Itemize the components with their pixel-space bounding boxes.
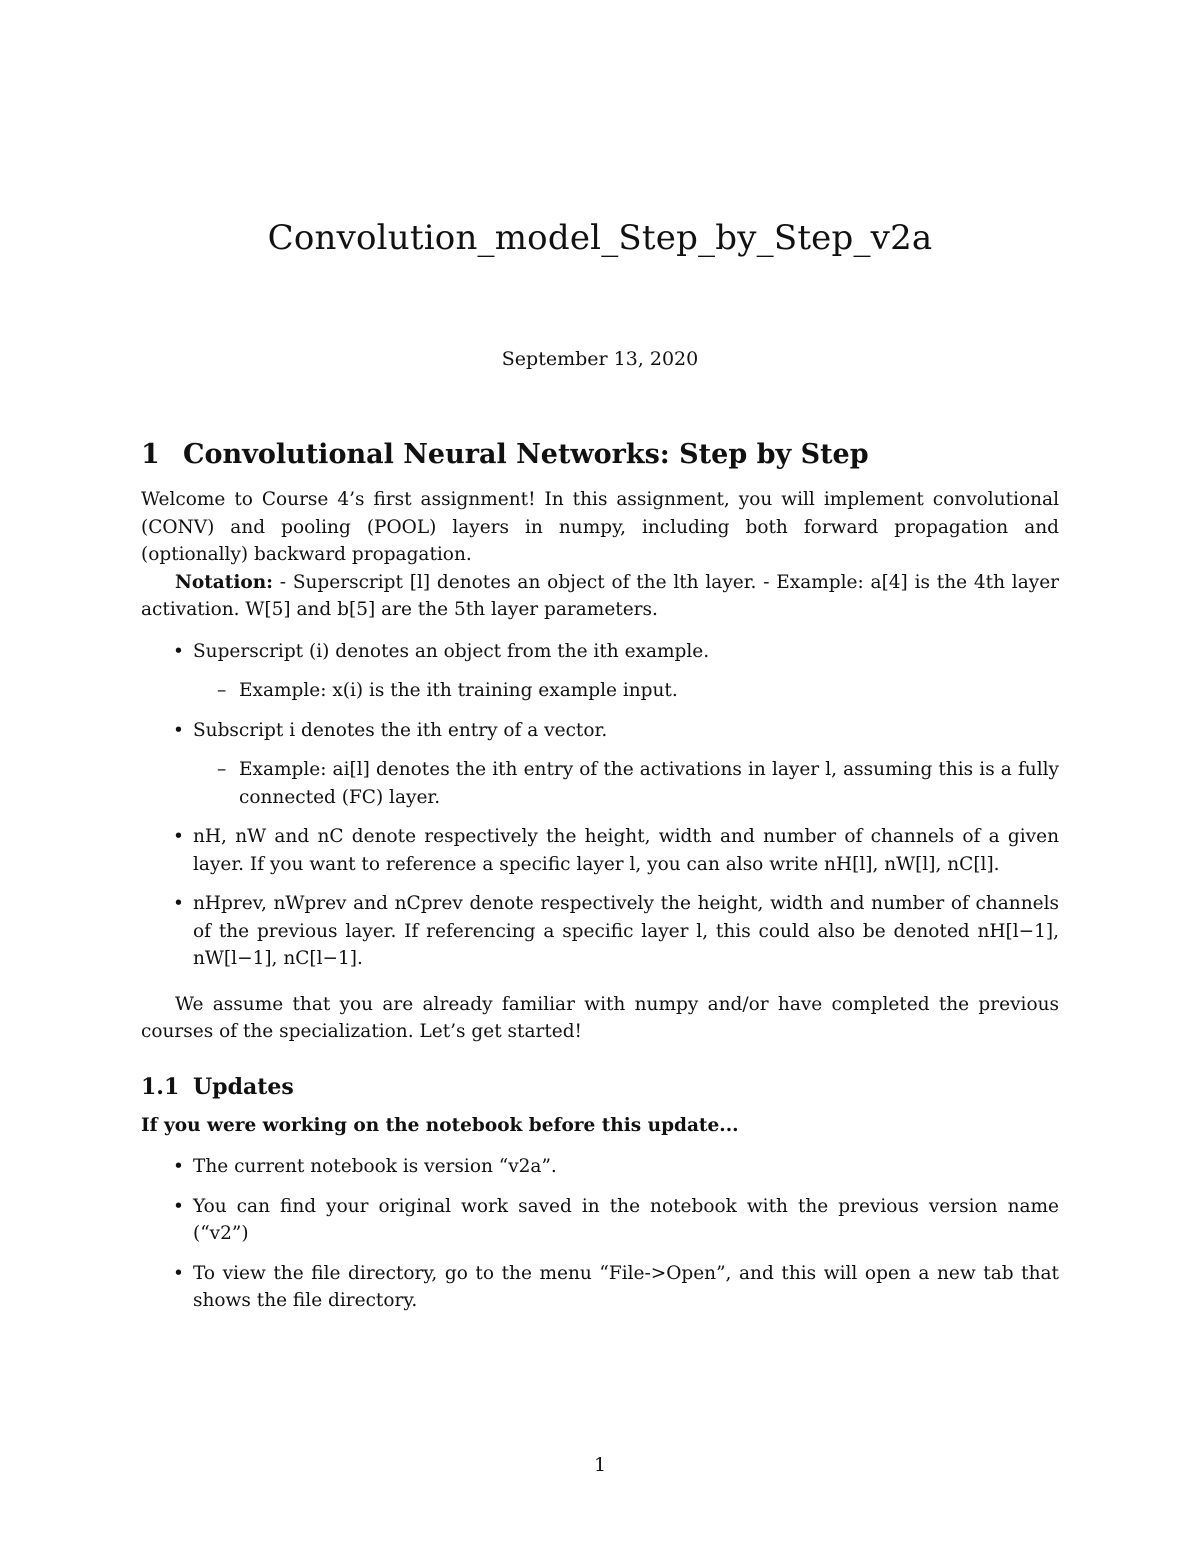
- list-item-text: nHprev, nWprev and nCprev denote respectively the height, width and number of channels of the previous layer. If referencing a specific layer l, this could also be denoted nH[l−1], nW[l−1], nC[l−1].: [193, 893, 1059, 969]
- sub-list: [193, 677, 1059, 705]
- sub-list: [193, 756, 1059, 811]
- section-heading: [141, 438, 1059, 472]
- document-body: [141, 438, 1059, 1327]
- subsection-title: Updates: [193, 1073, 294, 1100]
- sub-list-item: [193, 756, 1059, 811]
- bullet-icon: •: [173, 1195, 184, 1217]
- document-title: Convolution_model_Step_by_Step_v2a: [267, 218, 933, 258]
- updates-list: [141, 1153, 1059, 1315]
- list-item: [141, 638, 1059, 705]
- subsection-number: 1.1: [141, 1073, 180, 1100]
- bullet-icon: •: [173, 893, 184, 914]
- notation-paragraph: [141, 569, 1059, 624]
- list-item-text: To view the file directory, go to the menu “File->Open”, and this will open a new tab that shows the file directory.: [193, 1262, 1059, 1311]
- sub-list-item-text: Example: x(i) is the ith training example input.: [239, 680, 678, 701]
- dash-icon: –: [217, 759, 227, 780]
- list-item-text: You can find your original work saved in the notebook with the previous version name (“v2”): [193, 1195, 1059, 1244]
- bullet-icon: •: [173, 640, 184, 662]
- bullet-icon: •: [173, 826, 184, 847]
- closing-paragraph: We assume that you are already familiar with numpy and/or have completed the previous courses of the specialization. Let’s get started!: [141, 993, 1059, 1042]
- list-item-text: nH, nW and nC denote respectively the height, width and number of channels of a given layer. If you want to reference a specific layer l, you can also write nH[l], nW[l], nC[l].: [193, 826, 1059, 875]
- section-number: 1: [141, 439, 160, 470]
- sub-list-item: [193, 677, 1059, 705]
- list-item-text: Superscript (i) denotes an object from the ith example.: [193, 640, 710, 662]
- list-item: [141, 1153, 1059, 1181]
- list-item: [141, 1260, 1059, 1315]
- list-item: [141, 1193, 1059, 1248]
- notation-list: [141, 638, 1059, 973]
- updates-lead: If you were working on the notebook before this update...: [141, 1114, 739, 1136]
- sub-list-item-text: Example: ai[l] denotes the ith entry of the activations in layer l, assuming this is a fully connected (FC) layer.: [239, 759, 1059, 808]
- subsection-heading: [141, 1072, 1059, 1102]
- bullet-icon: •: [173, 1156, 184, 1177]
- notation-text: - Superscript [l] denotes an object of the lth layer. - Example: a[4] is the 4th layer activation. W[5] and b[5] are the 5th layer parameters.: [141, 571, 1059, 620]
- list-item-text: Subscript i denotes the ith entry of a vector.: [193, 719, 608, 741]
- notation-label: Notation:: [175, 571, 273, 593]
- page-number: 1: [593, 1454, 607, 1476]
- bullet-icon: •: [173, 1262, 184, 1284]
- list-item: [141, 890, 1059, 973]
- list-item: [141, 717, 1059, 812]
- document-date: September 13, 2020: [501, 348, 699, 370]
- intro-paragraph: Welcome to Course 4’s first assignment! In this assignment, you will implement convolutional (CONV) and pooling (POOL) layers in numpy, including both forward propagation and (optionally) backward propagation.: [141, 489, 1059, 565]
- section-title: Convolutional Neural Networks: Step by Step: [183, 439, 869, 470]
- list-item-text: The current notebook is version “v2a”.: [193, 1156, 557, 1177]
- list-item: [141, 823, 1059, 878]
- bullet-icon: •: [173, 719, 184, 741]
- dash-icon: –: [217, 680, 227, 701]
